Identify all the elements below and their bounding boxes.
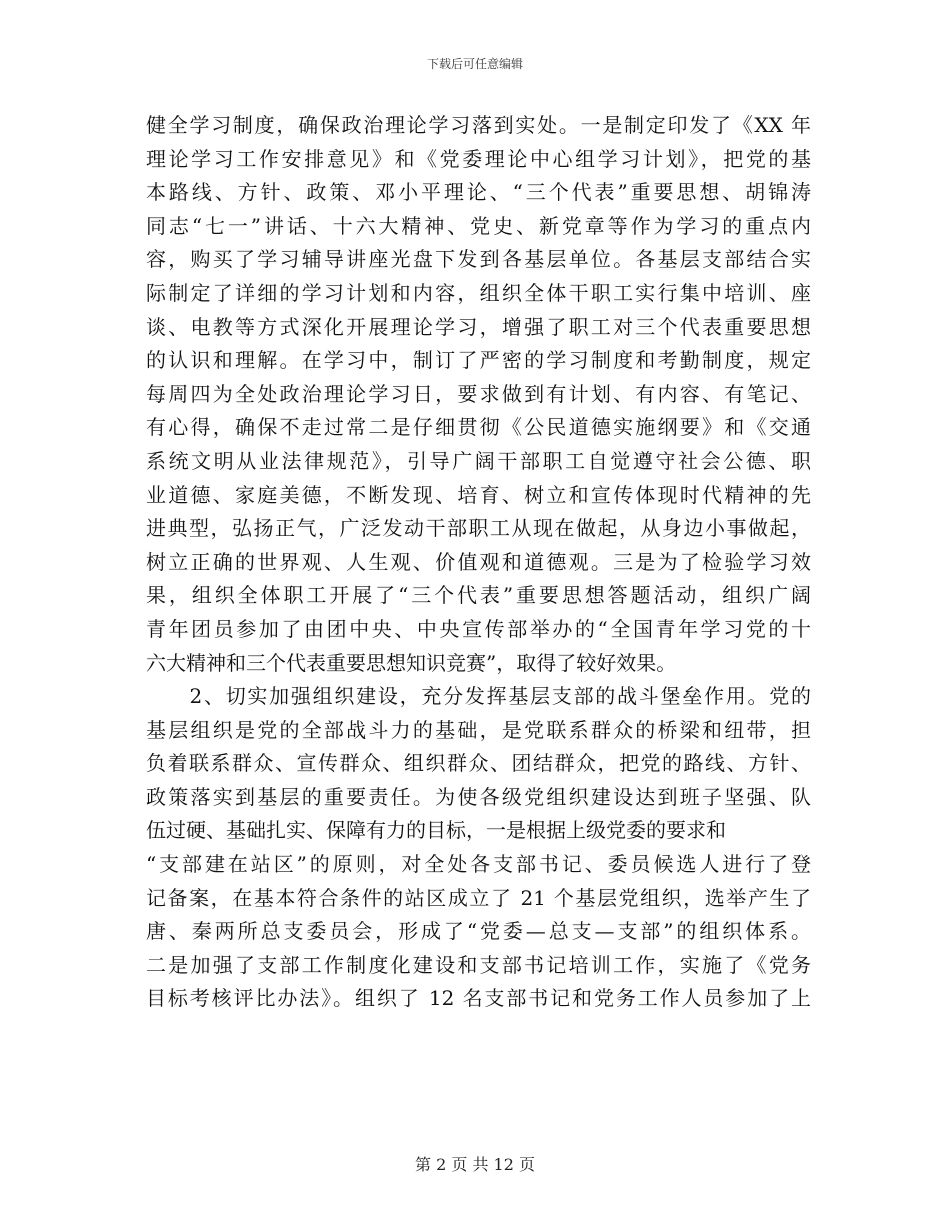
text-line: “支部建在站区”的原则，对全处各支部书记、委员候选人进行了登	[146, 852, 811, 877]
text-line: 六大精神和三个代表重要思想知识竞赛”，取得了较好效果。	[146, 650, 677, 675]
text-line: 本路线、方针、政策、邓小平理论、“三个代表”重要思想、胡锦涛	[146, 180, 811, 205]
text-line: 唐、秦两所总支委员会，形成了“党委—总支—支部”的组织体系。	[146, 919, 811, 944]
text-line: 政策落实到基层的重要责任。为使各级党组织建设达到班子坚强、队	[146, 784, 811, 809]
text-line: 伍过硬、基础扎实、保障有力的目标，一是根据上级党委的要求和	[146, 818, 726, 843]
text-line: 2、切实加强组织建设，充分发挥基层支部的战斗堡垒作用。党的	[146, 684, 811, 709]
text-line: 二是加强了支部工作制度化建设和支部书记培训工作，实施了《党务	[146, 952, 811, 977]
text-line: 系统文明从业法律规范》，引导广阔干部职工自觉遵守社会公德、职	[146, 448, 811, 473]
text-line: 际制定了详细的学习计划和内容，组织全体干职工实行集中培训、座	[146, 280, 811, 305]
text-line: 有心得，确保不走过常二是仔细贯彻《公民道德实施纲要》和《交通	[146, 415, 811, 440]
text-line: 青年团员参加了由团中央、中央宣传部举办的“全国青年学习党的十	[146, 616, 811, 641]
text-line: 目标考核评比办法》。组织了 12 名支部书记和党务工作人员参加了上	[146, 986, 811, 1011]
page-header: 下载后可任意编辑	[426, 57, 523, 71]
text-line: 进典型，弘扬正气，广泛发动干部职工从现在做起，从身边小事做起，	[146, 516, 811, 541]
text-line: 记备案，在基本符合条件的站区成立了 21 个基层党组织，选举产生了	[146, 885, 811, 910]
text-line: 果，组织全体职工开展了“三个代表”重要思想答题活动，组织广阔	[146, 583, 811, 608]
text-line: 健全学习制度，确保政治理论学习落到实处。一是制定印发了《XX 年	[146, 113, 811, 137]
text-line: 同志“七一”讲话、十六大精神、党史、新党章等作为学习的重点内	[146, 213, 811, 238]
body-text	[146, 109, 811, 1016]
text-line: 业道德、家庭美德，不断发现、培育、树立和宣传体现时代精神的先	[146, 482, 811, 507]
text-line: 每周四为全处政治理论学习日，要求做到有计划、有内容、有笔记、	[146, 381, 811, 406]
page-footer: 第 2 页 共 12 页	[415, 1155, 535, 1174]
text-line: 容，购买了学习辅导讲座光盘下发到各基层单位。各基层支部结合实	[146, 247, 811, 272]
text-line: 基层组织是党的全部战斗力的基础，是党联系群众的桥梁和纽带，担	[146, 717, 811, 742]
text-line: 的认识和理解。在学习中，制订了严密的学习制度和考勤制度，规定	[146, 348, 811, 373]
text-line: 谈、电教等方式深化开展理论学习，增强了职工对三个代表重要思想	[146, 314, 811, 339]
text-line: 树立正确的世界观、人生观、价值观和道德观。三是为了检验学习效	[146, 549, 811, 574]
text-line: 理论学习工作安排意见》和《党委理论中心组学习计划》，把党的基	[146, 146, 811, 171]
text-line: 负着联系群众、宣传群众、组织群众、团结群众，把党的路线、方针、	[146, 751, 811, 776]
